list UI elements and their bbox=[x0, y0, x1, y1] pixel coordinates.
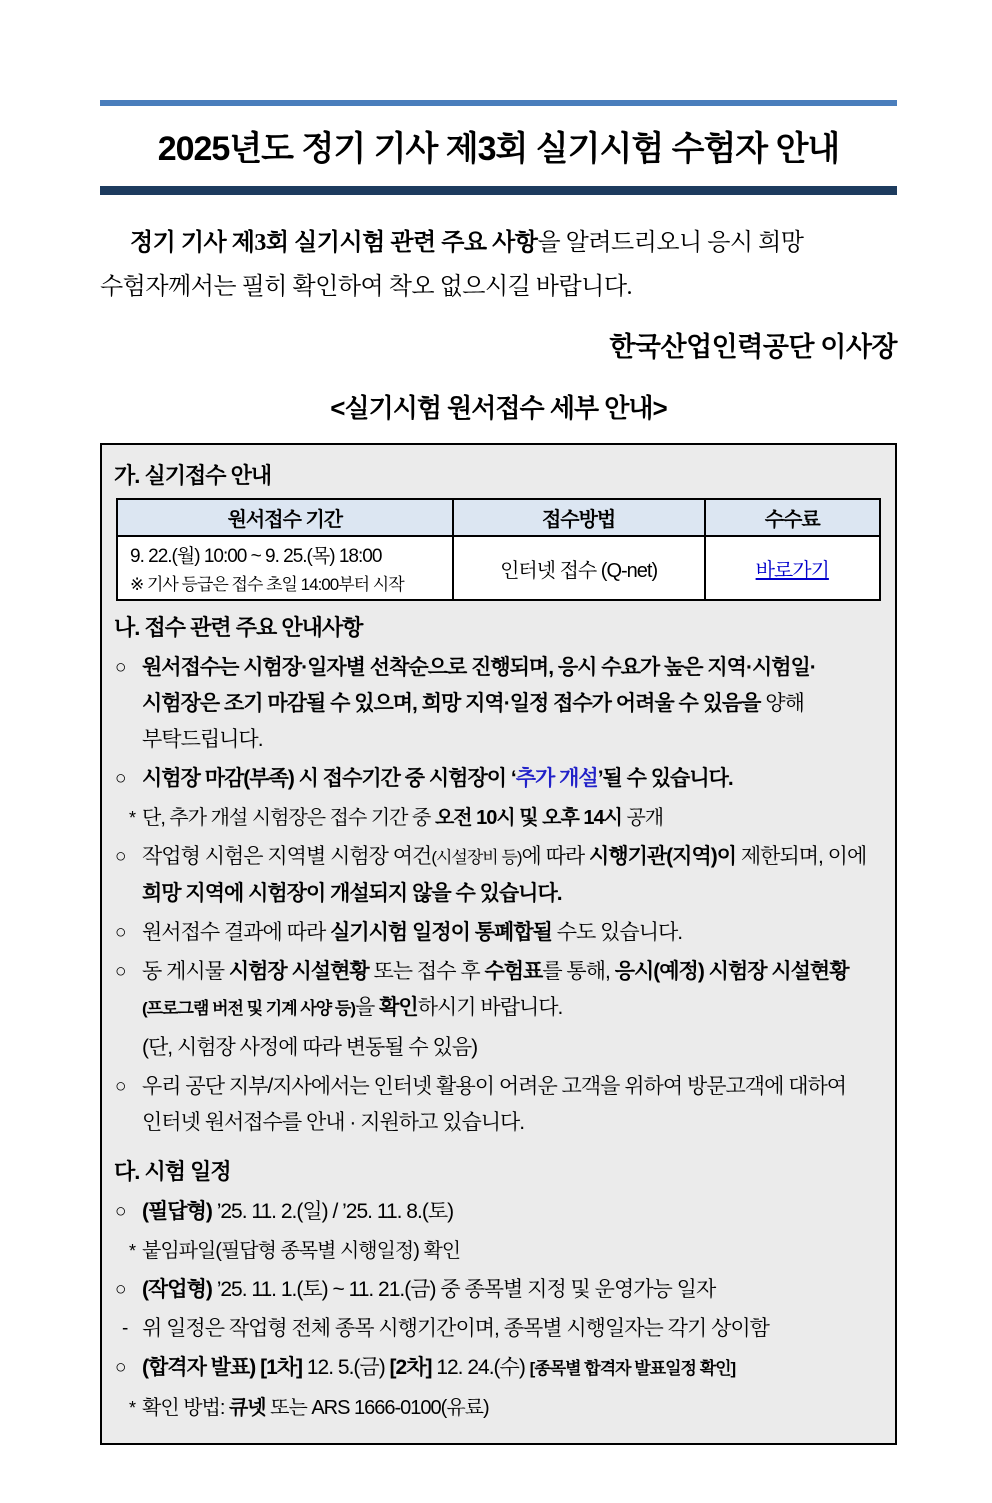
asterisk-marker: * bbox=[129, 1398, 137, 1419]
text-segment: 붙임파일(필답형 종목별 시행일정) 확인 bbox=[142, 1240, 461, 1263]
dash-marker: - bbox=[122, 1318, 129, 1340]
section-b-heading: 나. 접수 관련 주요 안내사항 bbox=[114, 615, 363, 641]
notice-item bbox=[112, 761, 885, 797]
cell-method bbox=[453, 536, 705, 600]
text-segment: (프로그램 버전 및 기계 사양 등) bbox=[142, 999, 356, 1019]
text-segment: 12. 24.(수) bbox=[431, 1356, 530, 1380]
bullet-marker: ○ bbox=[115, 846, 127, 868]
text-segment: 양해 부탁드립니다. bbox=[142, 692, 804, 752]
text-segment: (필답형) bbox=[142, 1200, 212, 1224]
text-segment: 제한되며, 이에 bbox=[736, 845, 867, 869]
signature-line: 한국산업인력공단 이사장 bbox=[609, 332, 897, 363]
text-segment: 확인 bbox=[379, 996, 418, 1020]
text-segment: 시행기관(지역)이 bbox=[589, 845, 737, 869]
text-segment: 을 bbox=[355, 996, 380, 1020]
schedule-item-text bbox=[142, 1233, 885, 1269]
notice-document bbox=[0, 100, 992, 1503]
text-segment: (합격자 발표) [1차] bbox=[142, 1356, 303, 1380]
title-rule-bottom bbox=[100, 186, 897, 195]
text-segment: 수도 있습니다. bbox=[551, 921, 683, 945]
notice-item-text bbox=[142, 800, 885, 836]
text-segment: 또는 접수 후 bbox=[368, 960, 485, 984]
schedule-item-text bbox=[142, 1311, 885, 1347]
table-data-row bbox=[117, 536, 880, 600]
text-segment: (시설장비 등) bbox=[431, 848, 522, 868]
asterisk-marker: * bbox=[129, 1241, 137, 1262]
text-segment: 희망 지역에 시험장이 개설되지 않을 수 있습니다. bbox=[142, 882, 562, 906]
schedule-note bbox=[112, 1311, 885, 1347]
period-dates: 9. 22.(월) 10:00 ~ 9. 25.(목) 18:00 bbox=[130, 546, 382, 568]
text-segment: 시험장 시설현황 bbox=[228, 960, 369, 984]
schedule-item-text bbox=[142, 1194, 885, 1230]
notice-item-text bbox=[142, 915, 885, 951]
application-table bbox=[116, 498, 881, 601]
text-segment: (작업형) bbox=[142, 1278, 212, 1302]
text-segment: 오전 10시 및 오후 14시 bbox=[434, 807, 622, 830]
text-segment: 12. 5.(금) bbox=[302, 1356, 390, 1380]
text-segment: (단, 시험장 사정에 따라 변동될 수 있음) bbox=[142, 1036, 478, 1060]
notice-item bbox=[112, 839, 885, 912]
text-segment: 우리 공단 지부/지사에서는 인터넷 활용이 어려운 고객을 위하여 방문고객에 대하여 인터넷 원서접수를 안내 · 지원하고 있습니다. bbox=[142, 1075, 847, 1135]
text-segment: 시험장 마감(부족) 시 접수기간 중 시험장이 ‘ bbox=[142, 767, 516, 791]
text-segment: 정기 기사 제3회 실기시험 관련 주요 사항 bbox=[130, 230, 538, 256]
bullet-marker: ○ bbox=[115, 1279, 127, 1301]
notice-subitem bbox=[112, 800, 885, 836]
notice-box bbox=[100, 443, 897, 1445]
text-segment: 응시(예정) 시험장 시설현황 bbox=[614, 960, 849, 984]
text-segment: 또는 ARS 1666-0100(유료) bbox=[265, 1397, 489, 1420]
text-segment: 에 따라 bbox=[521, 845, 590, 869]
header-method: 접수방법 bbox=[453, 499, 705, 536]
text-segment: 원서접수는 시험장·일자별 선착순으로 진행되며, 응시 수요가 높은 지역·시험일·시험장은 조기 마감될 수 있으며, 희망 지역·일정 접수가 어려울 수 있음을 bbox=[142, 656, 816, 716]
text-segment: 확인 방법: bbox=[142, 1397, 229, 1420]
notice-item-text bbox=[142, 761, 885, 797]
schedule-item bbox=[112, 1272, 885, 1308]
text-segment: [2차] bbox=[389, 1356, 432, 1380]
schedule-item bbox=[112, 1350, 885, 1387]
notice-item-text bbox=[142, 954, 885, 1027]
document-content bbox=[0, 100, 992, 1445]
table-header-row bbox=[117, 499, 880, 536]
intro-paragraph bbox=[100, 222, 897, 309]
text-segment: 공개 bbox=[621, 807, 664, 830]
notice-item bbox=[112, 1069, 885, 1141]
schedule-subitem bbox=[112, 1233, 885, 1269]
text-segment: 위 일정은 작업형 전체 종목 시행기간이며, 종목별 시행일자는 각기 상이함 bbox=[142, 1317, 769, 1341]
text-segment: 추가 개설 bbox=[515, 767, 598, 791]
bullet-marker: ○ bbox=[115, 1357, 127, 1379]
schedule-item-text bbox=[142, 1350, 885, 1387]
bullet-marker: ○ bbox=[115, 961, 127, 983]
section-a-heading: 가. 실기접수 안내 bbox=[114, 463, 272, 489]
bullet-marker: ○ bbox=[115, 657, 127, 679]
bullet-marker: ○ bbox=[115, 768, 127, 790]
text-segment: ’25. 11. 1.(토) ~ 11. 21.(금) 중 종목별 지정 및 운영가능 일자 bbox=[211, 1278, 716, 1302]
notice-item-text bbox=[142, 1030, 885, 1066]
notice-item-text bbox=[142, 1069, 885, 1141]
fee-shortcut-link[interactable]: 바로가기 bbox=[755, 559, 829, 582]
text-segment: 하시기 바랍니다. bbox=[417, 996, 563, 1020]
header-fee: 수수료 bbox=[705, 499, 881, 536]
text-segment: 큐넷 bbox=[228, 1397, 266, 1420]
text-segment: 을 알려드리오니 응시 희망 수험자께서는 필히 확인하여 착오 없으시길 바랍니다. bbox=[100, 230, 804, 300]
text-segment: 동 게시물 bbox=[142, 960, 229, 984]
text-segment: [종목별 합격자 발표일정 확인] bbox=[529, 1359, 736, 1379]
text-segment: 수험표 bbox=[484, 960, 543, 984]
text-segment: 단, 추가 개설 시험장은 접수 기간 중 bbox=[142, 807, 435, 830]
cell-period bbox=[117, 536, 453, 600]
text-segment: 작업형 시험은 지역별 시험장 여건 bbox=[142, 845, 432, 869]
section-c-heading: 다. 시험 일정 bbox=[114, 1159, 231, 1185]
notice-item bbox=[112, 650, 885, 758]
bullet-marker: ○ bbox=[115, 922, 127, 944]
text-segment: 원서접수 결과에 따라 bbox=[142, 921, 331, 945]
bullet-marker: ○ bbox=[115, 1076, 127, 1098]
cell-fee bbox=[705, 536, 881, 600]
notice-item-text bbox=[142, 839, 885, 912]
header-period: 원서접수 기간 bbox=[117, 499, 453, 536]
text-segment: ’될 수 있습니다. bbox=[597, 767, 733, 791]
notice-item bbox=[112, 915, 885, 951]
schedule-item-text bbox=[142, 1272, 885, 1308]
notice-item-continuation bbox=[112, 1030, 885, 1066]
schedule-item-text bbox=[142, 1390, 885, 1426]
period-note: ※ 기사 등급은 접수 초일 14:00부터 시작 bbox=[130, 575, 404, 595]
asterisk-marker: * bbox=[129, 808, 137, 829]
text-segment: 를 통해, bbox=[542, 960, 615, 984]
text-segment: 실기시험 일정이 통폐합될 bbox=[330, 921, 552, 945]
schedule-subitem bbox=[112, 1390, 885, 1426]
subsection-title: <실기시험 원서접수 세부 안내> bbox=[330, 393, 667, 424]
page-title: 2025년도 정기 기사 제3회 실기시험 수험자 안내 bbox=[157, 130, 840, 168]
notice-item-text bbox=[142, 650, 885, 758]
notice-item bbox=[112, 954, 885, 1027]
method-text: 인터넷 접수 (Q-net) bbox=[500, 559, 658, 582]
text-segment: ’25. 11. 2.(일) / ’25. 11. 8.(토) bbox=[211, 1200, 454, 1224]
schedule-item bbox=[112, 1194, 885, 1230]
bullet-marker: ○ bbox=[115, 1201, 127, 1223]
